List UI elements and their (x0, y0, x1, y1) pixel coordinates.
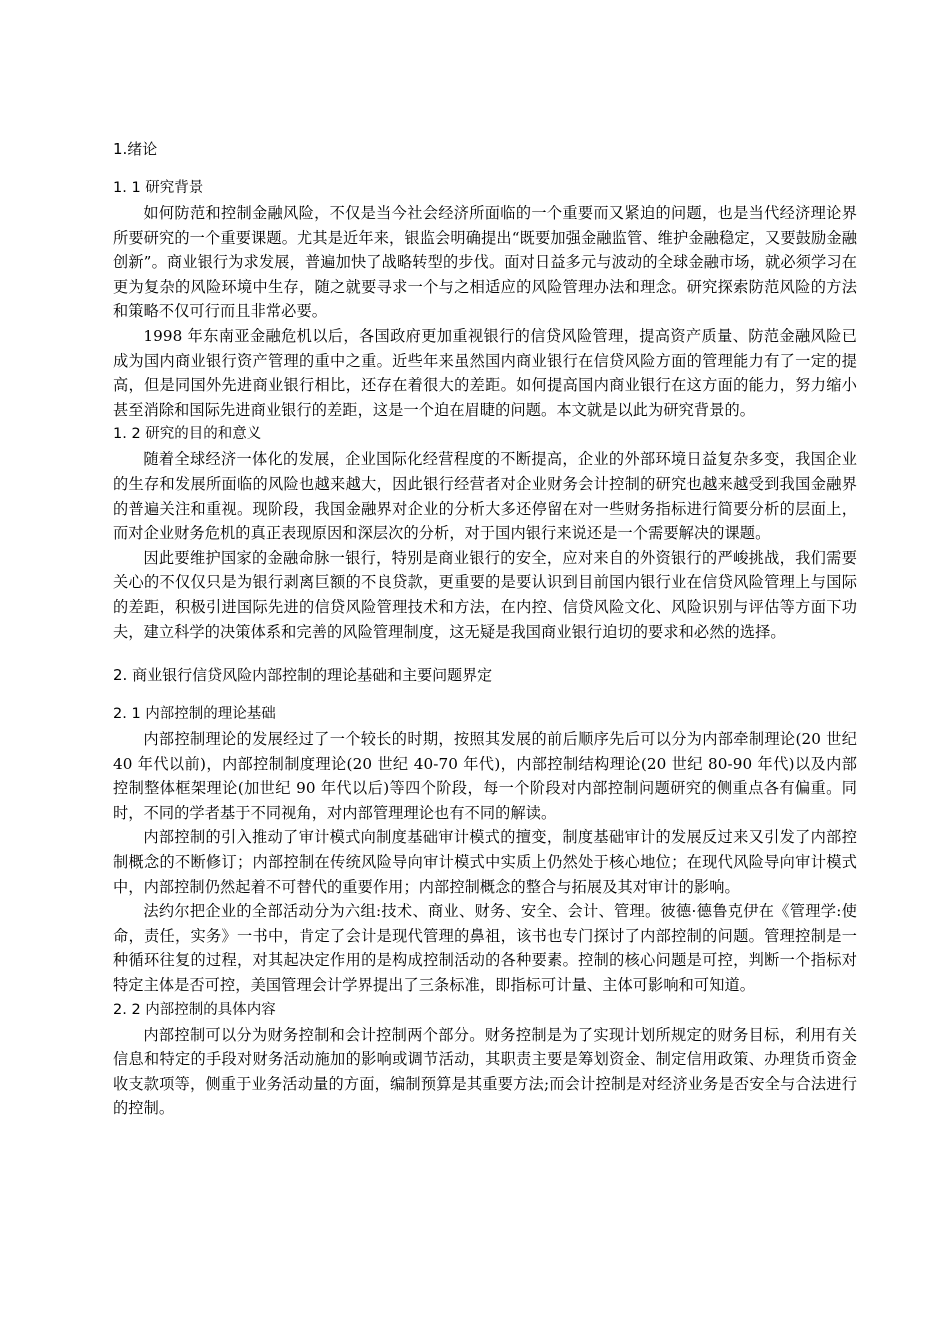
chapter-2-heading: 2. 商业银行信贷风险内部控制的理论基础和主要问题界定 (113, 666, 493, 685)
paragraph: 1998 年东南亚金融危机以后，各国政府更加重视银行的信贷风险管理，提高资产质量、防范金融风险已成为国内商业银行资产管理的重中之重。近些年来虽然国内商业银行在信贷风险方面的管理能力有了一定的提高，但是同国外先进商业银行相比，还存在着很大的差距。如何提高国内商业银行在这方面的能力，努力缩小甚至消除和国际先进商业银行的差距，这是一个迫在眉睫的问题。本文就是以此为研究背景的。 (113, 326, 857, 419)
section-1-2-heading: 1. 2 研究的目的和意义 (113, 426, 262, 443)
chapter-1-heading: 1.绪论 (113, 140, 158, 158)
paragraph: 法约尔把企业的全部活动分为六组:技术、商业、财务、安全、会计、管理。彼德·德鲁克伊在《管理学:使命，责任，实务》一书中，肯定了会计是现代管理的鼻祖，该书也专门探讨了内部控制的问题。管理控制是一种循环往复的过程，对其起决定作用的是构成控制活动的各种要素。控制的核心问题是可控，判断一个指标对特定主体是否可控，美国管理会计学界提出了三条标准，即指标可计量、主体可影响和可知道。 (113, 902, 857, 995)
paragraph: 内部控制的引入推动了审计模式向制度基础审计模式的擅变，制度基础审计的发展反过来又引发了内部控制概念的不断修订；内部控制在传统风险导向审计模式中实质上仍然处于核心地位；在现代风险导向审计模式中，内部控制仍然起着不可替代的重要作用；内部控制概念的整合与拓展及其对审计的影响。 (113, 828, 857, 896)
paragraph: 随着全球经济一体化的发展，企业国际化经营程度的不断提高，企业的外部环境日益复杂多变，我国企业的生存和发展所面临的风险也越来越大，因此银行经营者对企业财务会计控制的研究也越来越受到我国金融界的普遍关注和重视。现阶段，我国金融界对企业的分析大多还停留在对一些财务指标进行简要分析的层面上，而对企业财务危机的真正表现原因和深层次的分析，对于国内银行来说还是一个需要解决的课题。 (113, 450, 857, 543)
paragraph: 内部控制可以分为财务控制和会计控制两个部分。财务控制是为了实现计划所规定的财务目标，利用有关信息和特定的手段对财务活动施加的影响或调节活动，其职责主要是筹划资金、制定信用政策、办理货币资金收支款项等，侧重于业务活动量的方面，编制预算是其重要方法;而会计控制是对经济业务是否安全与合法进行的控制。 (113, 1025, 857, 1118)
paragraph: 因此要维护国家的金融命脉一银行，特别是商业银行的安全，应对来自的外资银行的严峻挑战，我们需要关心的不仅仅只是为银行剥离巨额的不良贷款，更重要的是要认识到目前国内银行业在信贷风险管理上与国际的差距，积极引进国际先进的信贷风险管理技术和方法，在内控、信贷风险文化、风险识别与评估等方面下功夫，建立科学的决策体系和完善的风险管理制度，这无疑是我国商业银行迫切的要求和必然的选择。 (113, 548, 857, 641)
paragraph: 如何防范和控制金融风险，不仅是当今社会经济所面临的一个重要而又紧迫的问题，也是当代经济理论界所要研究的一个重要课题。尤其是近年来，银监会明确提出“既要加强金融监管、维护金融稳定，又要鼓励金融创新”。商业银行为求发展，普遍加快了战略转型的步伐。面对日益多元与波动的全球金融市场，就必须学习在更为复杂的风险环境中生存，随之就要寻求一个与之相适应的风险管理办法和理念。研究探索防范风险的方法和策略不仅可行而且非常必要。 (113, 204, 857, 321)
document-body (113, 136, 857, 1121)
paragraph: 内部控制理论的发展经过了一个较长的时期，按照其发展的前后顺序先后可以分为内部牵制理论(20 世纪 40 年代以前)，内部控制制度理论(20 世纪 40-70 年代)，内部控制结构理论(20 世纪 80-90 年代)以及内部控制整体框架理论(加世纪 90 年代以后)等四个阶段，每一个阶段对内部控制问题研究的侧重点各有偏重。同时，不同的学者基于不同视角，对内部管理理论也有不同的解读。 (113, 730, 857, 822)
section-2-1-heading: 2. 1 内部控制的理论基础 (113, 706, 276, 723)
section-2-2-heading: 2. 2 内部控制的具体内容 (113, 1001, 276, 1018)
section-1-1-heading: 1. 1 研究背景 (113, 180, 204, 196)
